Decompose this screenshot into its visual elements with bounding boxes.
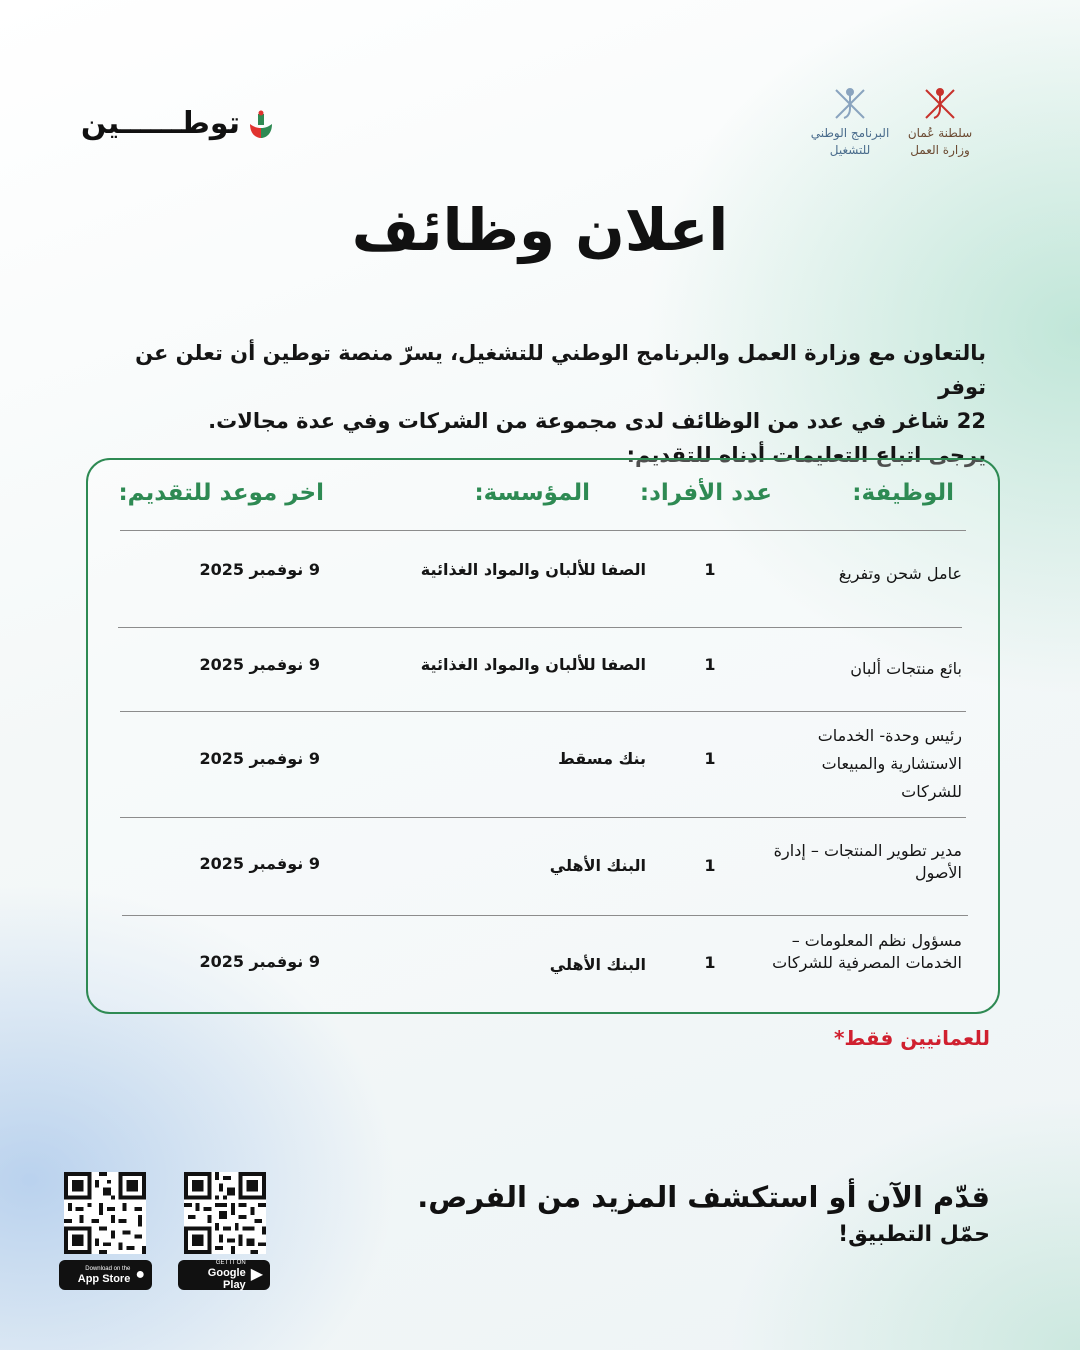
- app-store-qr-code[interactable]: [64, 1172, 146, 1254]
- ministry-logo-label-2: وزارة العمل: [910, 143, 970, 157]
- row-divider: [120, 711, 966, 712]
- job-title: رئيس وحدة- الخدمات الاستشارية والمبيعات للشركات: [817, 726, 962, 801]
- app-store-big-text: App Store: [77, 1272, 131, 1285]
- job-organization: البنك الأهلي: [549, 955, 646, 974]
- intro-line-3: يرجى اتباع التعليمات أدناه للتقديم:: [626, 443, 986, 467]
- khanjar-emblem-icon: [830, 84, 870, 124]
- program-logo-label-1: البرنامج الوطني: [810, 126, 890, 140]
- job-count: 1: [704, 749, 716, 768]
- job-title: مسؤول نظم المعلومات – الخدمات المصرفية للشركات: [772, 931, 962, 972]
- row-divider: [120, 817, 966, 818]
- job-deadline: 9 نوفمبر 2025: [199, 854, 320, 873]
- google-play-big-text: Google Play: [207, 1266, 246, 1291]
- qr-code-icon: [64, 1172, 146, 1254]
- job-organization: البنك الأهلي: [549, 856, 646, 875]
- job-organization: الصفا للألبان والمواد الغذائية: [420, 560, 646, 579]
- job-count: 1: [704, 655, 716, 674]
- intro-line-1: بالتعاون مع وزارة العمل والبرنامج الوطني للتشغيل، يسرّ منصة توطين أن تعلن عن توفر: [135, 341, 986, 399]
- ministry-logo-label-1: سلطنة عُمان: [907, 126, 973, 140]
- header-deadline: اخر موعد للتقديم:: [118, 480, 324, 506]
- khanjar-emblem-icon: [920, 84, 960, 124]
- program-logo-label-2: للتشغيل: [829, 143, 871, 157]
- job-deadline: 9 نوفمبر 2025: [199, 952, 320, 971]
- tawteen-logo: [80, 104, 280, 148]
- job-deadline: 9 نوفمبر 2025: [199, 560, 320, 579]
- national-employment-program-logo: [800, 84, 900, 164]
- page-title: اعلان وظائف: [351, 196, 729, 264]
- app-store-small-text: Download on the: [85, 1265, 131, 1272]
- brand-name: توطــــــين: [80, 106, 240, 141]
- apple-icon: ●: [135, 1266, 145, 1283]
- play-triangle-icon: ▶: [250, 1266, 263, 1283]
- tawteen-logo-mark-icon: [246, 110, 276, 140]
- app-store-badge[interactable]: [59, 1260, 152, 1290]
- job-count: 1: [704, 560, 716, 579]
- cta-download-app: حمّل التطبيق!: [838, 1222, 990, 1247]
- job-title: بائع منتجات ألبان: [850, 659, 962, 678]
- job-count: 1: [704, 856, 716, 875]
- header-count: عدد الأفراد:: [639, 480, 772, 506]
- jobs-table: [86, 458, 1000, 1014]
- job-deadline: 9 نوفمبر 2025: [199, 655, 320, 674]
- job-title: مدير تطوير المنتجات – إدارة الأصول: [773, 841, 962, 882]
- job-organization: الصفا للألبان والمواد الغذائية: [420, 655, 646, 674]
- omanis-only-note: للعمانيين فقط*: [833, 1026, 990, 1050]
- google-play-qr-code[interactable]: [184, 1172, 266, 1254]
- intro-line-2: 22 شاغر في عدد من الوظائف لدى مجموعة من الشركات وفي عدة مجالات.: [208, 409, 986, 433]
- job-title: عامل شحن وتفريغ: [838, 564, 962, 583]
- qr-code-icon: [184, 1172, 266, 1254]
- google-play-badge[interactable]: [178, 1260, 270, 1290]
- google-play-small-text: GET IT ON: [215, 1259, 246, 1266]
- header-job: الوظيفة:: [852, 480, 954, 506]
- row-divider: [122, 915, 968, 916]
- job-count: 1: [704, 953, 716, 972]
- google-play-badge-text: [185, 1260, 246, 1291]
- ministry-of-labour-logo: [890, 84, 990, 164]
- app-store-badge-text: [78, 1266, 131, 1285]
- intro-text: [126, 336, 986, 472]
- job-deadline: 9 نوفمبر 2025: [199, 749, 320, 768]
- row-divider: [120, 530, 966, 531]
- job-organization: بنك مسقط: [558, 749, 646, 768]
- cta-headline: قدّم الآن أو استكشف المزيد من الفرص.: [417, 1180, 990, 1214]
- header-org: المؤسسة:: [474, 480, 590, 506]
- row-divider: [118, 627, 962, 628]
